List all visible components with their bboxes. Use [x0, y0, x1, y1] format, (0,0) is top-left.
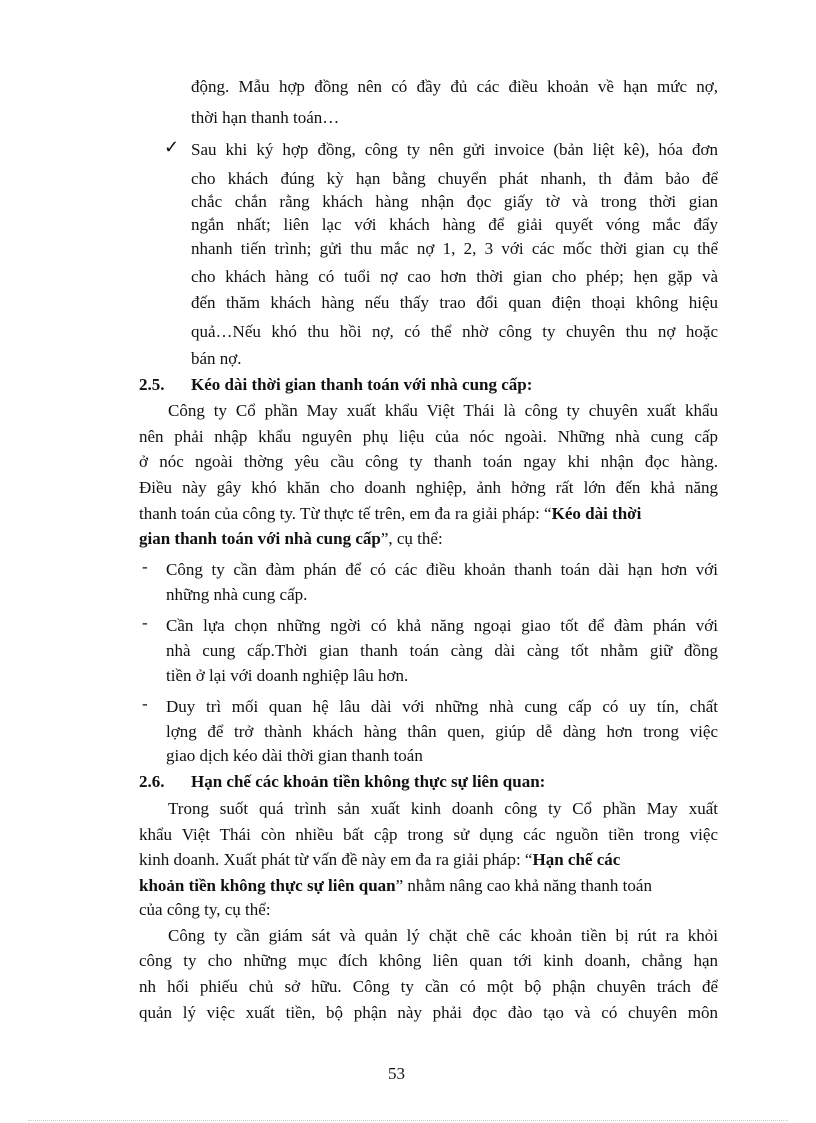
bullet2-line2: cho khách đúng kỳ hạn bằng chuyển phát nhanh, th đảm bảo để: [191, 169, 718, 188]
s25-item1-line2: những nhà cung cấp.: [166, 585, 308, 604]
s25-item3-line1: Duy trì mối quan hệ lâu dài với những nhà cung cấp có uy tín, chất: [166, 697, 718, 716]
s26-p1-line3: kinh doanh. Xuất phát từ vấn đề này em đa ra giải pháp: “Hạn chế các: [139, 850, 621, 869]
s25-item1-line1: Công ty cần đàm phán để có các điều khoản thanh toán dài hạn hơn với: [166, 560, 718, 579]
bullet2-line5: nhanh tiến trình; gửi thu mắc nợ 1, 2, 3 với các mốc thời gian cụ thể: [191, 239, 718, 258]
page-number: 53: [388, 1064, 405, 1083]
s25-item3-line2: lợng để trở thành khách hàng thân quen, giúp dễ dàng hơn trong việc: [166, 722, 718, 741]
bullet2-line3: chắc chắn rằng khách hàng nhận đọc giấy tờ và trong thời gian: [191, 192, 718, 211]
dash-marker: -: [142, 694, 148, 713]
s25-para-line3: ở nóc ngoài thờng yêu cầu công ty thanh toán ngay khi nhận đọc hàng.: [139, 452, 718, 471]
section-2-6-title: Hạn chế các khoản tiền không thực sự liên quan:: [191, 772, 546, 791]
bullet2-line9: bán nợ.: [191, 349, 242, 368]
s26-p1-line2: khẩu Việt Thái còn nhiều bất cập trong sử dụng các nguồn tiền trong việc: [139, 825, 718, 844]
bullet1-line2: thời hạn thanh toán…: [191, 108, 340, 127]
s26-p1-line4: khoản tiền không thực sự liên quan” nhằm nâng cao khả năng thanh toán: [139, 876, 652, 895]
bullet2-line8: quả…Nếu khó thu hồi nợ, có thể nhờ công ty chuyên thu nợ hoặc: [191, 322, 718, 341]
s26-p2-line3: nh hối phiếu chủ sở hữu. Công ty cần có một bộ phận chuyên trách để: [139, 977, 718, 996]
page-bottom-divider: [28, 1120, 788, 1121]
checkmark-icon: ✓: [164, 137, 180, 157]
section-2-5-title: Kéo dài thời gian thanh toán với nhà cung cấp:: [191, 375, 533, 394]
s25-item2-line1: Cần lựa chọn những ngời có khả năng ngoại giao tốt để đàm phán với: [166, 616, 718, 635]
s25-item3-line3: giao dịch kéo dài thời gian thanh toán: [166, 746, 423, 765]
s25-item2-line2: nhà cung cấp.Thời gian thanh toán càng dài càng tốt nhằm giữ đồng: [166, 641, 718, 660]
bullet2-line6: cho khách hàng có tuổi nợ cao hơn thời gian cho phép; hẹn gặp và: [191, 267, 718, 286]
bullet2-line7: đến thăm khách hàng nếu thấy trao đổi quan điện thoại không hiệu: [191, 293, 718, 312]
s26-p2-line2: công ty cho những mục đích không liên quan tới kinh doanh, chẳng hạn: [139, 951, 718, 970]
s25-para-line5: thanh toán của công ty. Từ thực tế trên, em đa ra giải pháp: “Kéo dài thời: [139, 504, 642, 523]
s25-para-line6: gian thanh toán với nhà cung cấp”, cụ thể:: [139, 529, 443, 548]
s25-para-line2: nên phải nhập khẩu nguyên phụ liệu của nóc ngoài. Những nhà cung cấp: [139, 427, 718, 446]
s25-para-line1: Công ty Cổ phần May xuất khẩu Việt Thái là công ty chuyên xuất khẩu: [168, 401, 718, 420]
bullet2-line1: Sau khi ký hợp đồng, công ty nên gửi invoice (bản liệt kê), hóa đơn: [191, 140, 718, 159]
section-2-6-number: 2.6.: [139, 772, 165, 791]
section-2-5-number: 2.5.: [139, 375, 165, 394]
bullet2-line4: ngắn nhất; liên lạc với khách hàng để giải quyết vóng mắc đẩy: [191, 215, 718, 234]
s26-p2-line4: quản lý việc xuất tiền, bộ phận này phải đọc đào tạo và có chuyên môn: [139, 1003, 718, 1022]
s25-item2-line3: tiền ở lại với doanh nghiệp lâu hơn.: [166, 666, 409, 685]
s25-para-line4: Điều này gây khó khăn cho doanh nghiệp, ảnh hởng rất lớn đến khả năng: [139, 478, 718, 497]
s26-p2-line1: Công ty cần giám sát và quản lý chặt chẽ các khoản tiền bị rút ra khỏi: [168, 926, 718, 945]
s26-p1-line1: Trong suốt quá trình sản xuất kinh doanh công ty Cổ phần May xuất: [168, 799, 718, 818]
dash-marker: -: [142, 613, 148, 632]
bullet1-line1: động. Mẫu hợp đồng nên có đầy đủ các điều khoản về hạn mức nợ,: [191, 77, 718, 96]
s26-p1-line5: của công ty, cụ thể:: [139, 900, 271, 919]
dash-marker: -: [142, 557, 148, 576]
